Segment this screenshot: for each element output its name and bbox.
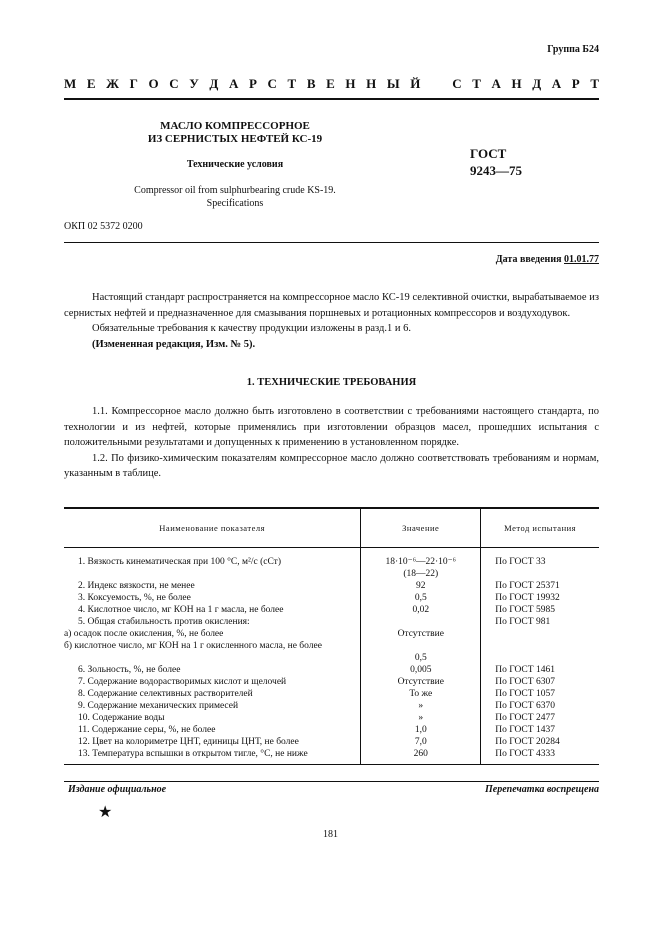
test-method: По ГОСТ 2477 (495, 713, 555, 723)
indicator-name: 11. Содержание серы, %, не более (64, 724, 361, 736)
indicator-value (361, 712, 481, 724)
page-number: 181 (323, 829, 338, 840)
header-method: Метод испытания (504, 523, 577, 533)
value-main: 0,02 (412, 605, 430, 615)
value-main: » (418, 701, 424, 711)
gost-label: ГОСТ (470, 146, 507, 161)
table-row (64, 688, 599, 700)
banner-letter: Т (590, 76, 599, 91)
standard-banner (64, 76, 599, 92)
table-row (64, 580, 599, 592)
test-method (481, 628, 599, 640)
header-indicator: Наименование показателя (64, 508, 361, 548)
banner-letter: Ы (386, 76, 400, 91)
value-main: Отсутствие (397, 677, 444, 687)
indicator-name: 4. Кислотное число, мг КОН на 1 г масла, не более (64, 604, 361, 616)
footer-rule (64, 781, 599, 782)
english-title-line-2: Specifications (206, 198, 264, 209)
reprint-prohibited: Перепечатка воспрещена (485, 784, 599, 795)
value-main: 92 (416, 581, 426, 591)
test-method: По ГОСТ 6307 (495, 677, 555, 687)
indicator-value (361, 664, 481, 676)
test-method: По ГОСТ 19932 (495, 593, 560, 603)
value-main: 1,0 (414, 725, 427, 735)
value-main: 0,5 (414, 653, 427, 663)
test-method: По ГОСТ 33 (495, 557, 546, 567)
banner-letter: С (452, 76, 462, 91)
banner-letter: С (169, 76, 179, 91)
banner-letter: Т (472, 76, 481, 91)
table-row (64, 700, 599, 712)
table-row (64, 640, 599, 664)
document-subtitle: Технические условия (186, 159, 284, 170)
table-row (64, 548, 599, 581)
value-alt: (18—22) (403, 569, 439, 579)
indicator-value (361, 604, 481, 616)
section-paragraph-1-2: 1.2. По физико-химическим показателям компрессорное масло должно соответствовать требованиям и нормам, указанным в таблице. (64, 452, 599, 479)
group-label: Группа Б24 (547, 44, 599, 55)
intro-text (64, 290, 599, 352)
banner-letter: Г (129, 76, 138, 91)
test-method: По ГОСТ 25371 (495, 581, 560, 591)
indicator-name: 10. Содержание воды (64, 712, 361, 724)
official-edition: Издание официальное (68, 784, 167, 795)
value-main: 0,005 (410, 665, 432, 675)
indicator-name: 13. Температура вспышки в открытом тигле, °С, не ниже (64, 748, 361, 765)
table-row (64, 616, 599, 628)
header-value: Значение (361, 508, 481, 548)
indicator-value (361, 548, 481, 581)
indicator-name: 5. Общая стабильность против окисления: (64, 616, 361, 628)
banner-letter: Д (209, 76, 219, 91)
indicator-name: 8. Содержание селективных растворителей (64, 688, 361, 700)
value-main: То же (409, 689, 433, 699)
banner-letter: Р (248, 76, 257, 91)
table-row (64, 604, 599, 616)
intro-paragraph-2: Обязательные требования к качеству продукции изложены в разд.1 и 6. (92, 323, 411, 334)
test-method: По ГОСТ 4333 (481, 748, 599, 765)
test-method: По ГОСТ 1437 (495, 725, 555, 735)
indicator-name: 6. Зольность, %, не более (64, 664, 361, 676)
indicator-value (361, 676, 481, 688)
section-heading: 1. ТЕХНИЧЕСКИЕ ТРЕБОВАНИЯ (246, 377, 417, 388)
banner-letter: У (189, 76, 199, 91)
indicator-value (361, 616, 481, 628)
value-main: » (418, 713, 424, 723)
introduction-date (496, 254, 599, 265)
indicator-value (361, 724, 481, 736)
banner-letter: Ж (106, 76, 120, 91)
banner-letter: М (64, 76, 77, 91)
banner-letter: А (228, 76, 239, 91)
table-row (64, 628, 599, 640)
banner-letter: А (491, 76, 501, 91)
indicator-name: 1. Вязкость кинематическая при 100 °С, м²/с (сСт) (64, 548, 361, 581)
requirements-table (64, 507, 599, 765)
table-row (64, 748, 599, 765)
table-row (64, 712, 599, 724)
test-method: По ГОСТ 6370 (495, 701, 555, 711)
banner-letter: А (551, 76, 562, 91)
banner-letter: Е (326, 76, 335, 91)
banner-letter: Т (287, 76, 297, 91)
value-main: 0,5 (414, 593, 427, 603)
indicator-value (361, 580, 481, 592)
banner-letter: Е (86, 76, 96, 91)
test-method (481, 640, 599, 664)
title-line-1: МАСЛО КОМПРЕССОРНОЕ (160, 120, 310, 132)
value-main: 7,0 (414, 737, 427, 747)
english-title-line-1: Compressor oil from sulphurbearing crude KS-19. (134, 185, 336, 196)
value-main: 260 (413, 749, 428, 759)
gost-number: 9243—75 (470, 163, 522, 178)
banner-letter: С (267, 76, 277, 91)
banner-letter: Н (366, 76, 377, 91)
indicator-value (361, 700, 481, 712)
test-method: По ГОСТ 1057 (495, 689, 555, 699)
indicator-value (361, 640, 481, 664)
table-row (64, 724, 599, 736)
table-row (64, 592, 599, 604)
date-label: Дата введения (495, 254, 562, 265)
indicator-name: 12. Цвет на колориметре ЦНТ, единицы ЦНТ, не более (64, 736, 361, 748)
english-title (100, 184, 370, 210)
indicator-value (361, 592, 481, 604)
test-method: По ГОСТ 20284 (495, 737, 560, 747)
star-icon: ★ (98, 804, 113, 821)
indicator-value (361, 628, 481, 640)
value-main: 18·10⁻⁶—22·10⁻⁶ (385, 557, 456, 567)
table-row (64, 736, 599, 748)
date-value: 01.01.77 (564, 254, 599, 265)
okp-code: ОКП 02 5372 0200 (64, 221, 143, 232)
banner-letter: Р (571, 76, 580, 91)
table-row (64, 664, 599, 676)
indicator-value (361, 688, 481, 700)
value-main: Отсутствие (397, 629, 444, 639)
banner-letter: Д (532, 76, 542, 91)
table-row (64, 676, 599, 688)
indicator-name: 3. Коксуемость, %, не более (64, 592, 361, 604)
title-line-2: ИЗ СЕРНИСТЫХ НЕФТЕЙ КС-19 (147, 133, 323, 145)
test-method: По ГОСТ 1461 (495, 665, 555, 675)
section-paragraph-1-1: 1.1. Компрессорное масло должно быть изготовлено в соответствии с требованиями настоящего стандарта, по технологии и из нефтей, которые применялись при изготовлении образцов масел, прошедших испытания с положительными результатами и допущенных к применению в установленном порядке. (64, 406, 599, 448)
section-text (64, 404, 599, 482)
indicator-value (361, 736, 481, 748)
test-method: По ГОСТ 981 (495, 617, 551, 627)
gost-designation (470, 145, 522, 179)
banner-letter: В (306, 76, 316, 91)
indicator-value (361, 748, 481, 765)
indicator-name: 9. Содержание механических примесей (64, 700, 361, 712)
title-rule (64, 242, 599, 243)
intro-paragraph-1: Настоящий стандарт распространяется на компрессорное масло КС-19 селективной очистки, вырабатываемое из сернистых нефтей и предназначенное для смазывания поршневых и ротационных компрессоров и воздуходувок. (64, 292, 599, 319)
header-rule (64, 98, 599, 100)
indicator-name: 7. Содержание водорастворимых кислот и щелочей (64, 676, 361, 688)
banner-letter: Й (410, 76, 421, 91)
indicator-name: а) осадок после окисления, %, не более (64, 628, 361, 640)
banner-letter: Н (511, 76, 522, 91)
document-title (110, 120, 360, 146)
banner-letter: Н (345, 76, 356, 91)
indicator-name: 2. Индекс вязкости, не менее (64, 580, 361, 592)
banner-letter: О (148, 76, 159, 91)
amendment-note: (Измененная редакция, Изм. № 5). (92, 338, 256, 350)
table-header-row (64, 508, 599, 548)
test-method: По ГОСТ 5985 (495, 605, 555, 615)
indicator-name: б) кислотное число, мг КОН на 1 г окисленного масла, не более (64, 640, 361, 664)
